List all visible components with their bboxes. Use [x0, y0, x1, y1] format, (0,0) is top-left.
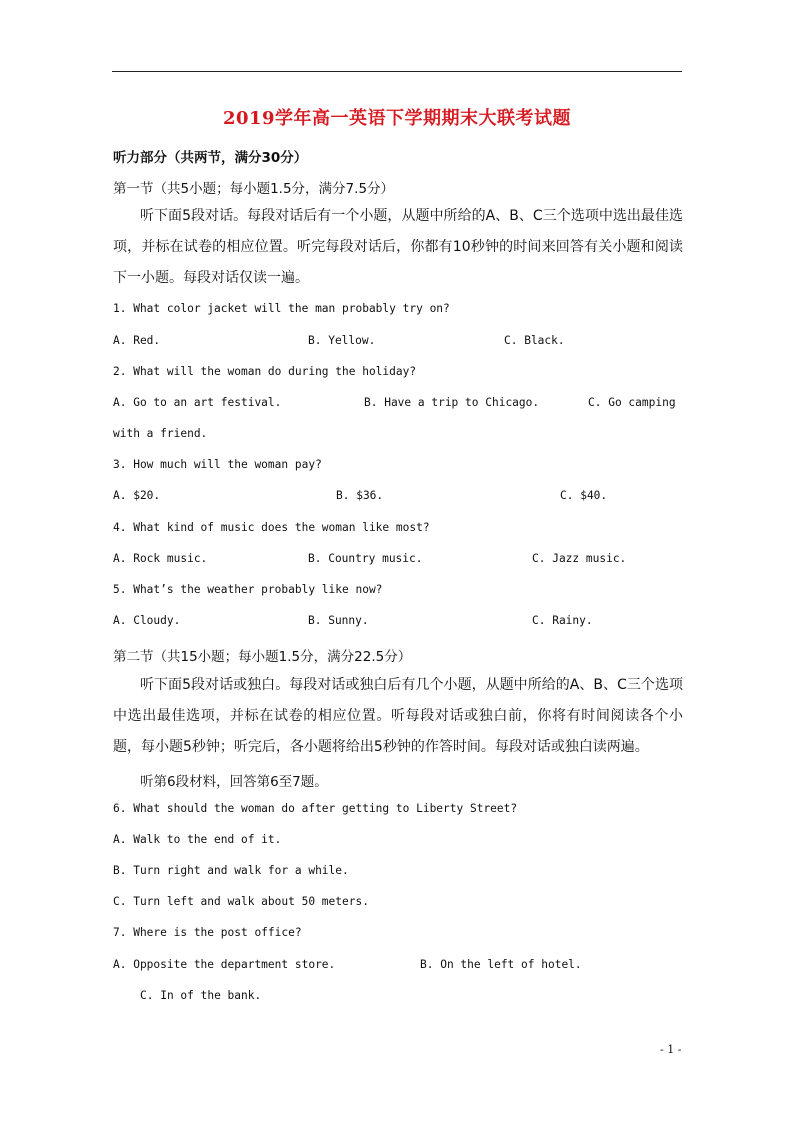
q6-option-b: B. Turn right and walk for a while. [113, 864, 349, 877]
page-title: 2019学年高一英语下学期期末大联考试题 [222, 108, 572, 129]
page-number: - 1 - [660, 1043, 682, 1056]
q4-option-a: A. Rock music. [113, 552, 208, 565]
section1-header: 第一节（共5小题；每小题1.5分，满分7.5分） [113, 181, 395, 197]
q2-option-c: C. Go camping [588, 396, 676, 409]
q7-option-b: B. On the left of hotel. [420, 958, 582, 971]
q2-option-a: A. Go to an art festival. [113, 396, 282, 409]
question-1: 1. What color jacket will the man probably try on? [113, 302, 450, 315]
section1-instructions: 听下面5段对话。每段对话后有一个小题，从题中所给的A、B、C三个选项中选出最佳选项，并标在试卷的相应位置。听完每段对话后，你都有10秒钟的时间来回答有关小题和阅读下一小题。每段对话仅读一遍。 [113, 208, 683, 286]
q6-option-c: C. Turn left and walk about 50 meters. [113, 895, 369, 908]
q5-option-b: B. Sunny. [308, 614, 369, 627]
q3-option-b: B. $36. [336, 489, 384, 502]
section2-instructions: 听下面5段对话或独白。每段对话或独白后有几个小题，从题中所给的A、B、C三个选项中选出最佳选项，并标在试卷的相应位置。听每段对话或独白前，你将有时间阅读各个小题，每小题5秒钟；听完后，各小题将给出5秒钟的作答时间。每段对话或独白读两遍。 [113, 677, 683, 755]
q4-option-c: C. Jazz music. [532, 552, 627, 565]
q1-option-b: B. Yellow. [308, 334, 376, 347]
q7-option-c: C. In of the bank. [140, 989, 262, 1002]
q5-option-c: C. Rainy. [532, 614, 593, 627]
question-3: 3. How much will the woman pay? [113, 458, 322, 471]
q3-option-a: A. $20. [113, 489, 161, 502]
q7-option-a: A. Opposite the department store. [113, 958, 336, 971]
q4-option-b: B. Country music. [308, 552, 423, 565]
question-6: 6. What should the woman do after getting to Liberty Street? [113, 802, 518, 815]
question-2: 2. What will the woman do during the holiday? [113, 365, 417, 378]
listening-header: 听力部分（共两节，满分30分） [113, 150, 308, 166]
question-5: 5. What’s the weather probably like now? [113, 583, 383, 596]
question-7: 7. Where is the post office? [113, 926, 302, 939]
q1-option-c: C. Black. [504, 334, 565, 347]
material-note: 听第6段材料，回答第6至7题。 [140, 774, 328, 790]
q2-option-b: B. Have a trip to Chicago. [364, 396, 540, 409]
q2-option-c-continued: with a friend. [113, 427, 208, 440]
q6-option-a: A. Walk to the end of it. [113, 833, 282, 846]
header-rule [112, 71, 682, 72]
question-4: 4. What kind of music does the woman like most? [113, 521, 430, 534]
q5-option-a: A. Cloudy. [113, 614, 181, 627]
q3-option-c: C. $40. [560, 489, 608, 502]
q1-option-a: A. Red. [113, 334, 161, 347]
section2-header: 第二节（共15小题；每小题1.5分，满分22.5分） [113, 649, 412, 665]
